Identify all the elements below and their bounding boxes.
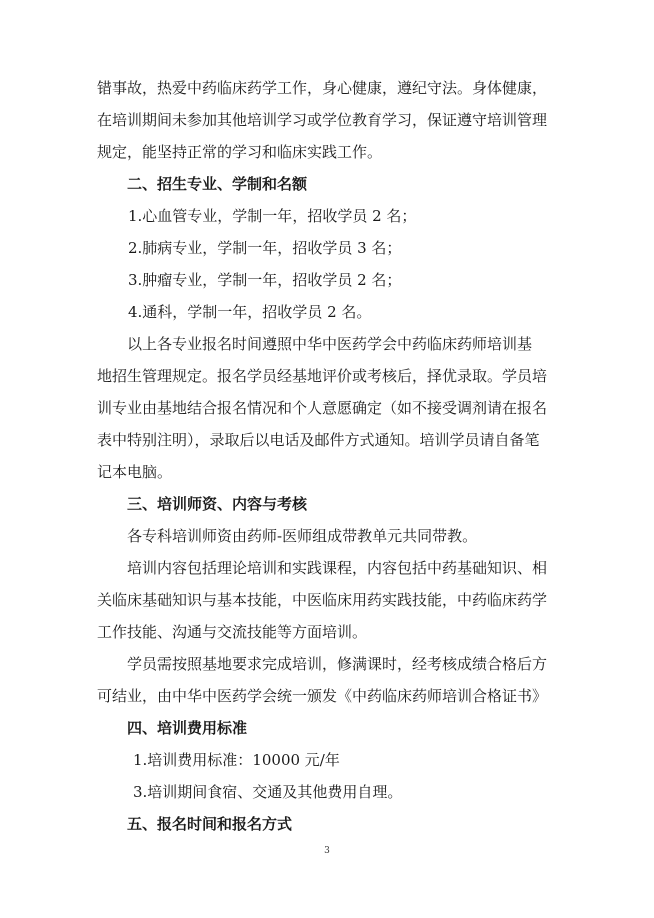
body-text-line: 可结业，由中华中医药学会统一颁发《中药临床药师培训合格证书》	[97, 687, 548, 705]
body-text-line: 错事故，热爱中药临床药学工作，身心健康，遵纪守法。身体健康，	[97, 79, 548, 97]
list-item: 3.肿瘤专业，学制一年，招收学员 2 名；	[128, 271, 402, 289]
body-text-line: 表中特别注明），录取后以电话及邮件方式通知。培训学员请自备笔	[97, 431, 540, 449]
body-text-line: 各专科培训师资由药师-医师组成带教单元共同带教。	[127, 527, 478, 545]
list-item: 4.通科，学制一年，招收学员 2 名。	[128, 303, 372, 321]
body-text-line: 学员需按照基地要求完成培训，修满课时，经考核成绩合格后方	[127, 655, 548, 673]
body-text-line: 训专业由基地结合报名情况和个人意愿确定（如不接受调剂请在报名	[97, 399, 548, 417]
list-item: 1.培训费用标准：10000 元/年	[133, 751, 340, 769]
list-item: 2.肺病专业，学制一年，招收学员 3 名；	[128, 239, 402, 257]
page-number: 3	[324, 846, 330, 856]
section-heading-3: 三、培训师资、内容与考核	[127, 495, 308, 513]
body-text-line: 地招生管理规定。报名学员经基地评价或考核后，择优录取。学员培	[97, 367, 548, 385]
body-text-line: 培训内容包括理论培训和实践课程，内容包括中药基础知识、相	[127, 559, 548, 577]
body-text-line: 工作技能、沟通与交流技能等方面培训。	[97, 623, 368, 641]
list-item: 3.培训期间食宿、交通及其他费用自理。	[133, 783, 403, 801]
section-heading-4: 四、培训费用标准	[127, 719, 248, 737]
section-heading-5: 五、报名时间和报名方式	[127, 815, 293, 833]
body-text-line: 记本电脑。	[97, 463, 173, 481]
list-item: 1.心血管专业，学制一年，招收学员 2 名；	[128, 207, 417, 225]
section-heading-2: 二、招生专业、学制和名额	[127, 175, 308, 193]
body-text-line: 关临床基础知识与基本技能，中医临床用药实践技能，中药临床药学	[97, 591, 548, 609]
body-text-line: 规定，能坚持正常的学习和临床实践工作。	[97, 143, 383, 161]
body-text-line: 以上各专业报名时间遵照中华中医药学会中药临床药师培训基	[127, 335, 533, 353]
body-text-line: 在培训期间未参加其他培训学习或学位教育学习，保证遵守培训管理	[97, 111, 548, 129]
